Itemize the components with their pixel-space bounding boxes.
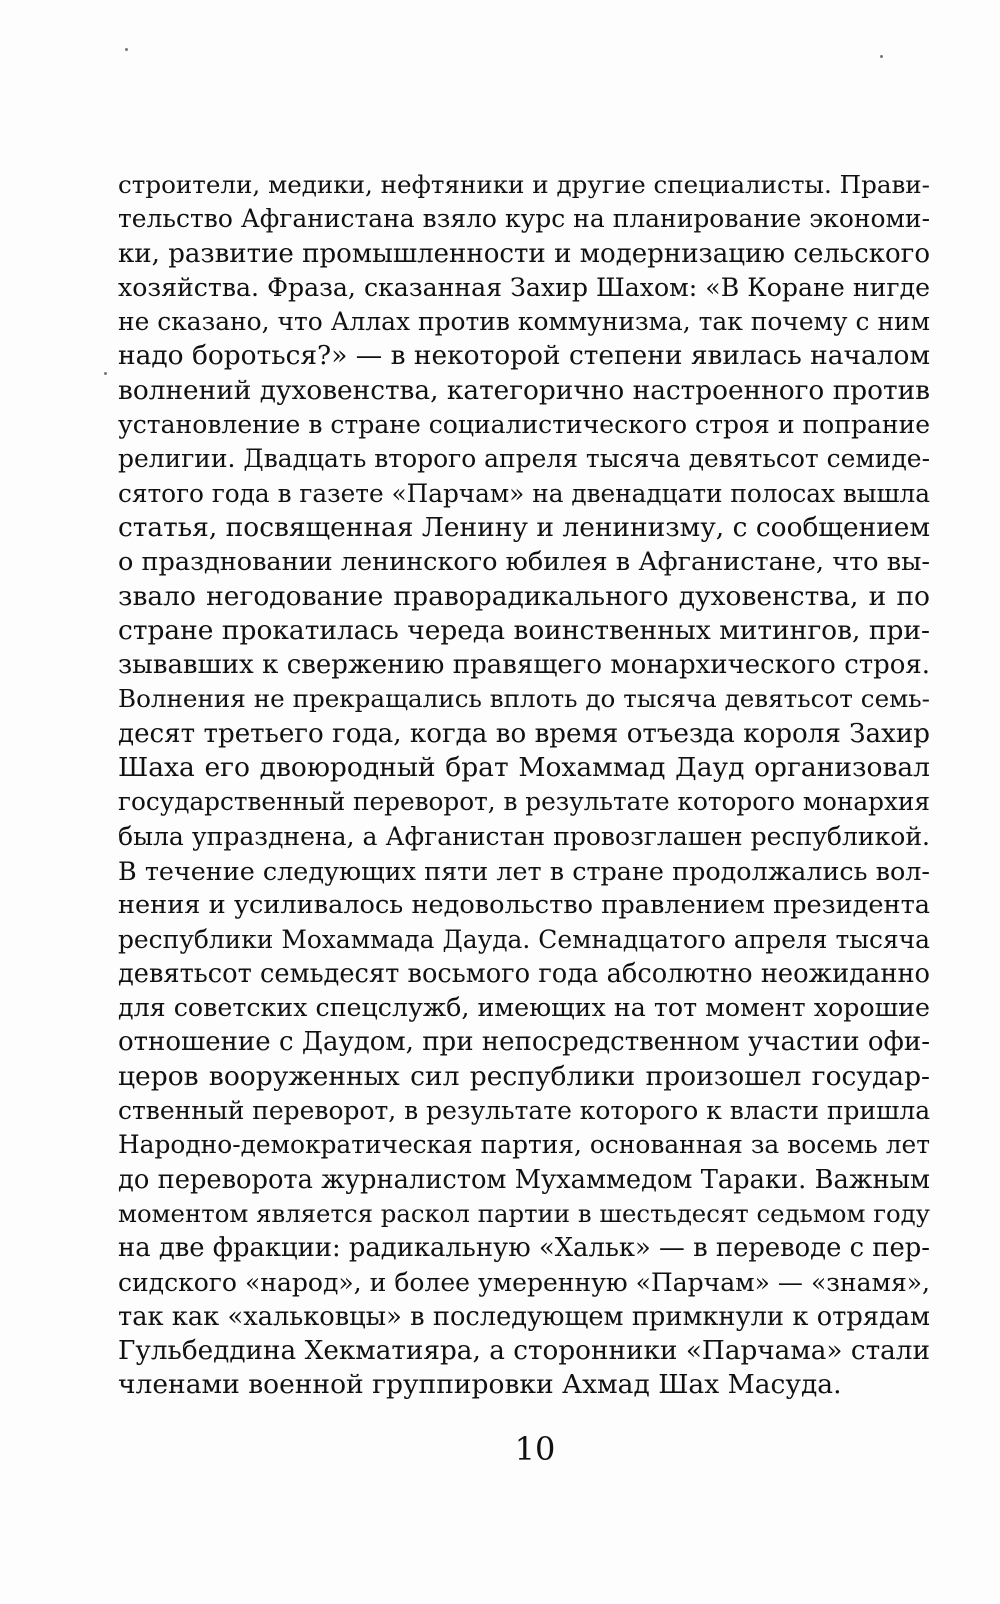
text-line: зывавших к свержению правящего монархического строя. <box>118 650 930 681</box>
text-line: на две фракции: радикальную «Хальк» — в переводе с пер- <box>118 1233 930 1264</box>
text-line: сятого года в газете «Парчам» на двенадцати полосах вышла <box>118 478 930 508</box>
text-line: церов вооруженных сил республики произошел государ- <box>118 1060 930 1092</box>
text-line: Народно-демократическая партия, основанная за восемь лет <box>118 1130 930 1160</box>
text-line: ки, развитие промышленности и модернизацию сельского <box>118 238 930 269</box>
text-line: десят третьего года, когда во время отъезда короля Захир <box>118 718 930 749</box>
text-line: Волнения не прекращались вплоть до тысяча девятьсот семь- <box>118 684 930 714</box>
page-number: 10 <box>514 1430 556 1468</box>
text-line: тельство Афганистана взяло курс на планирование экономи- <box>118 204 930 234</box>
text-line: сидского «народ», и более умеренную «Парчам» — «знамя», <box>118 1267 930 1297</box>
text-line: не сказано, что Аллах против коммунизма, так почему с ним <box>118 307 930 337</box>
body-paragraph <box>118 168 930 1403</box>
text-line: строители, медики, нефтяники и другие специалисты. Прави- <box>118 170 930 199</box>
text-line: волнений духовенства, категорично настроенного против <box>118 375 930 406</box>
scan-speck <box>880 55 883 58</box>
text-line: до переворота журналистом Мухаммедом Тараки. Важным <box>118 1164 930 1195</box>
text-line: отношение с Даудом, при непосредственном участии офи- <box>118 1027 930 1058</box>
text-line: Шаха его двоюродный брат Мохаммад Дауд организовал <box>118 752 930 784</box>
text-line: статья, посвященная Ленину и ленинизму, с сообщением <box>118 511 930 543</box>
text-line: В течение следующих пяти лет в стране продолжались вол- <box>118 855 930 886</box>
text-line: хозяйства. Фраза, сказанная Захир Шахом: «В Коране нигде <box>118 272 930 302</box>
text-line: ственный переворот, в результате которого к власти пришла <box>118 1096 931 1126</box>
text-line: республики Мохаммада Дауда. Семнадцатого апреля тысяча <box>118 924 930 954</box>
text-line: нения и усиливалось недовольство правлением президента <box>118 890 930 921</box>
text-line: религии. Двадцать второго апреля тысяча девятьсот семиде- <box>118 444 931 474</box>
text-line: девятьсот семьдесят восьмого года абсолютно неожиданно <box>118 958 930 989</box>
text-line: установление в стране социалистического строя и попрание <box>118 410 931 440</box>
text-line: звало негодование праворадикального духовенства, и по <box>118 580 930 612</box>
text-line: членами военной группировки Ахмад Шах Масуда. <box>118 1369 842 1401</box>
text-line: для советских спецслужб, имеющих на тот момент хорошие <box>118 993 930 1023</box>
text-line: Гульбеддина Хекматияра, а сторонники «Парчама» стали <box>118 1336 930 1367</box>
scan-speck <box>104 372 107 375</box>
text-line: так как «хальковцы» в последующем примкнули к отрядам <box>118 1301 930 1332</box>
text-line: стране прокатилась череда воинственных митингов, при- <box>118 614 930 646</box>
scan-speck <box>125 48 128 51</box>
text-line: была упразднена, а Афганистан провозглашен республикой. <box>118 821 930 851</box>
text-line: о праздновании ленинского юбилея в Афганистане, что вы- <box>118 547 930 578</box>
text-line: государственный переворот, в результате которого монархия <box>118 787 930 817</box>
text-line: надо бороться?» — в некоторой степени явилась началом <box>118 340 930 372</box>
text-line: моментом является раскол партии в шестьдесят седьмом году <box>118 1198 930 1228</box>
